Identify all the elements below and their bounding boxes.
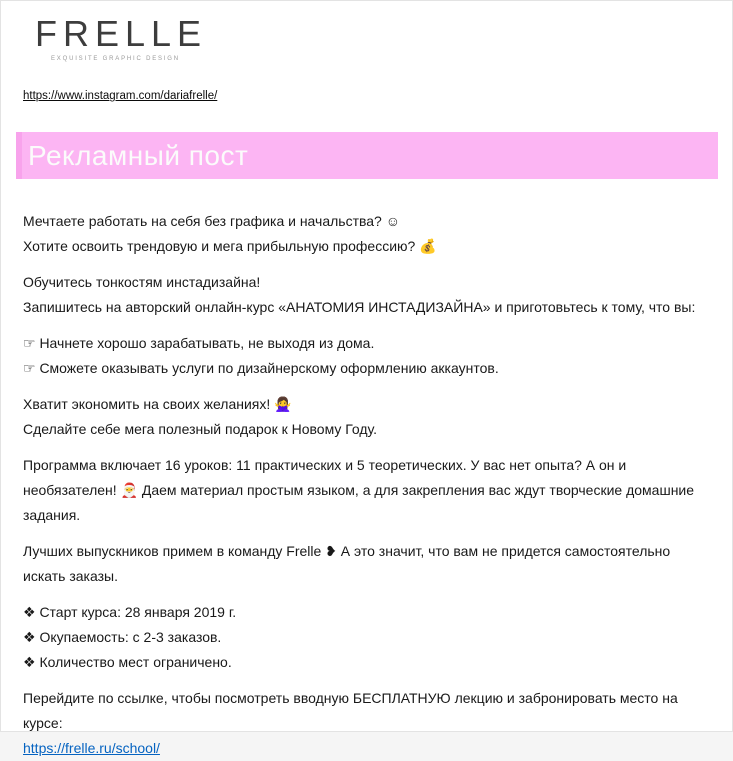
paragraph: Программа включает 16 уроков: 11 практических и 5 теоретических. У вас нет опыта? А он и необязателен! 🎅 Даем материал простым языком, а для закрепления вас ждут творческие домашние задания.	[23, 457, 695, 524]
bullet-item: ☞ Сможете оказывать услуги по дизайнерскому оформлению аккаунтов.	[23, 360, 499, 377]
paragraph-group-program	[23, 453, 711, 528]
bullet-item: ❖ Старт курса: 28 января 2019 г.	[23, 604, 237, 621]
logo-tagline: EXQUISITE GRAPHIC DESIGN	[51, 56, 180, 63]
school-link[interactable]: https://frelle.ru/school/	[23, 740, 160, 757]
paragraph-group-benefits	[23, 331, 711, 381]
bullet-item: ❖ Количество мест ограничено.	[23, 654, 232, 671]
instagram-link[interactable]: https://www.instagram.com/dariafrelle/	[23, 90, 218, 103]
paragraph: Обучитесь тонкостям инстадизайна!	[23, 274, 261, 291]
bullet-item: ❖ Окупаемость: с 2-3 заказов.	[23, 629, 222, 646]
post-body	[23, 209, 711, 761]
paragraph-group-facts	[23, 600, 711, 675]
paragraph-group-team	[23, 539, 711, 589]
paragraph-group-intro	[23, 209, 711, 259]
paragraph: Мечтаете работать на себя без графика и начальства? ☺	[23, 213, 401, 230]
paragraph-group-course	[23, 270, 711, 320]
paragraph: Сделайте себе мега полезный подарок к Новому Году.	[23, 421, 378, 438]
paragraph: Хотите освоить трендовую и мега прибыльную профессию? 💰	[23, 238, 437, 255]
logo-block	[1, 1, 732, 62]
paragraph: Запишитесь на авторский онлайн-курс «АНАТОМИЯ ИНСТАДИЗАЙНА» и приготовьтесь к тому, что вы:	[23, 299, 696, 316]
paragraph: Перейдите по ссылке, чтобы посмотреть вводную БЕСПЛАТНУЮ лекцию и забронировать место на курсе:	[23, 690, 678, 732]
paragraph-group-cta	[23, 686, 711, 761]
paragraph: Лучших выпускников примем в команду Frelle ❥ А это значит, что вам не придется самостоятельно искать заказы.	[23, 543, 671, 585]
page-title: Рекламный пост	[28, 139, 249, 171]
bullet-item: ☞ Начнете хорошо зарабатывать, не выходя из дома.	[23, 335, 375, 352]
paragraph-group-gift	[23, 392, 711, 442]
instagram-link-row	[23, 86, 732, 102]
frelle-logo: FRELLE	[35, 13, 208, 54]
heading-highlight	[16, 132, 718, 179]
paragraph: Хватит экономить на своих желаниях! 🙅‍♀	[23, 396, 292, 413]
